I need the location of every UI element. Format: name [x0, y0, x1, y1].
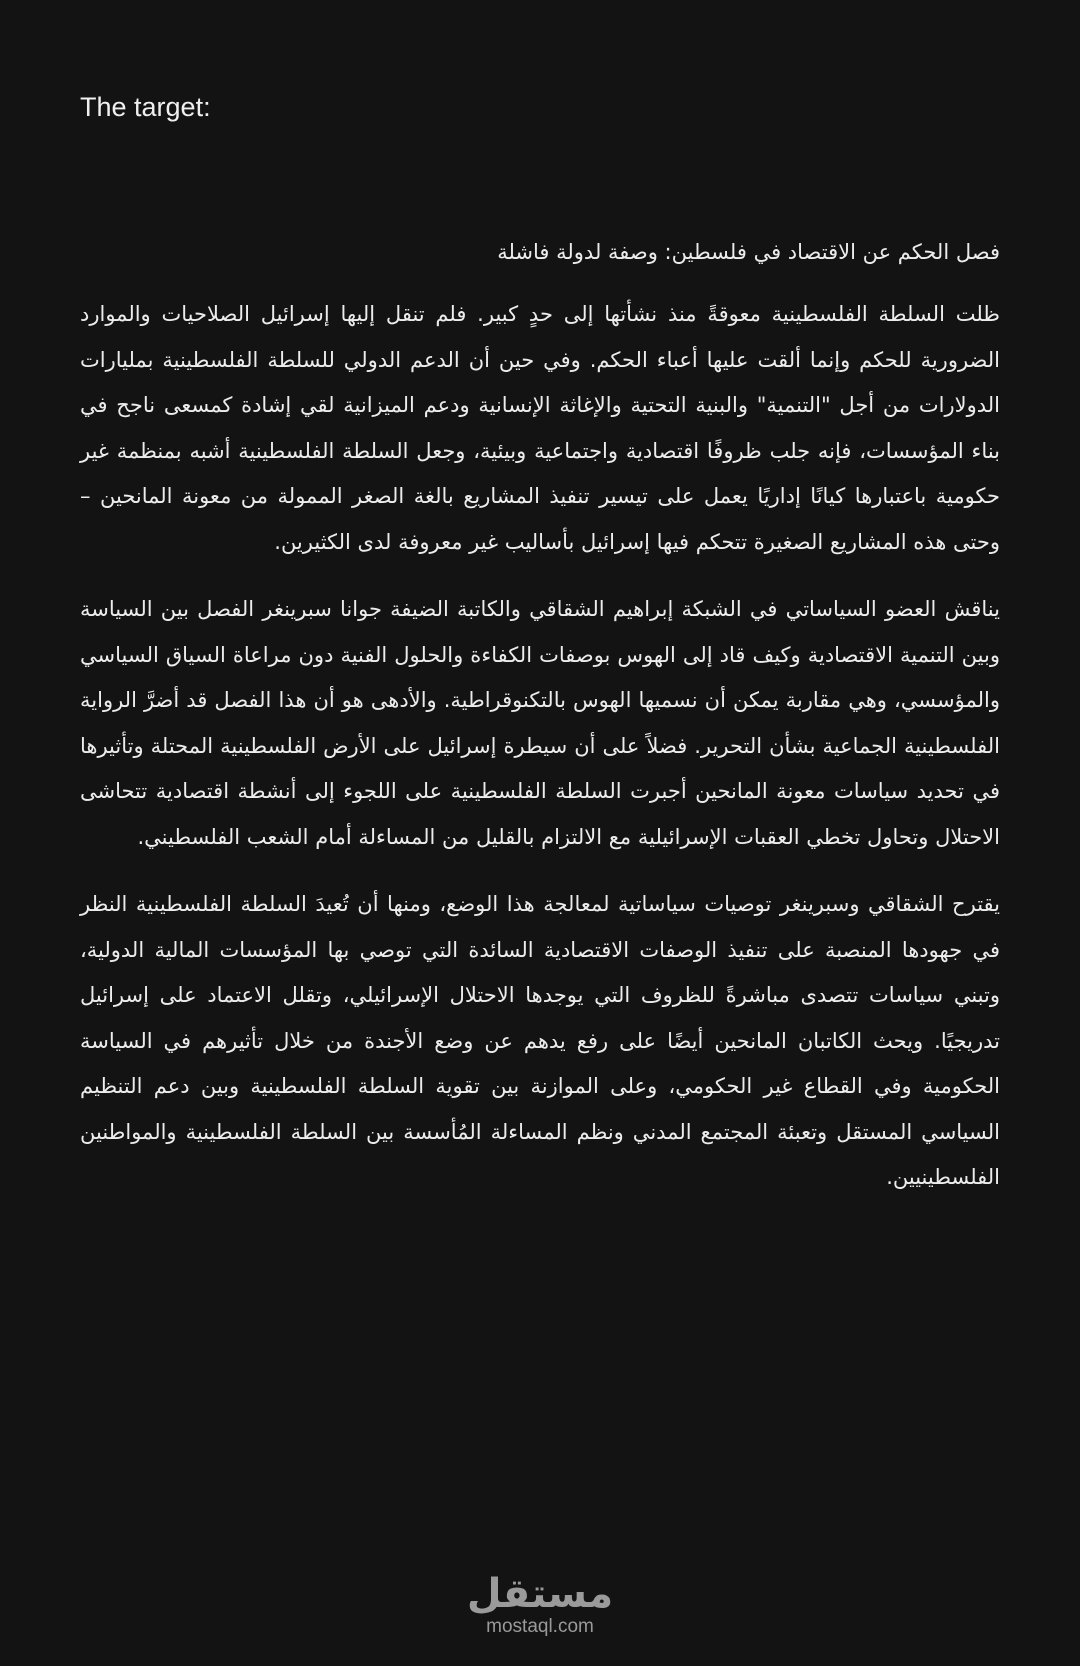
article: [80, 230, 1000, 1223]
logo-url: mostaql.com: [486, 1616, 594, 1637]
mostaql-logo: [440, 1572, 640, 1638]
article-paragraph: ظلت السلطة الفلسطينية معوقةً منذ نشأتها إلى حدٍ كبير. فلم تنقل إليها إسرائيل الصلاحيات والموارد الضرورية للحكم وإنما ألقت عليها أعباء الحكم. وفي حين أن الدعم الدولي للسلطة الفلسطينية بمليارات الدولارات من أجل "التنمية" والبنية التحتية والإغاثة الإنسانية ودعم الميزانية لقي إشادة كمسعى ناجح في بناء المؤسسات، فإنه جلب ظروفًا اقتصادية واجتماعية وبيئية، وجعل السلطة الفلسطينية أشبه بمنظمة غير حكومية باعتبارها كيانًا إداريًا يعمل على تيسير تنفيذ المشاريع بالغة الصغر الممولة من معونة المانحين – وحتى هذه المشاريع الصغيرة تتحكم فيها إسرائيل بأساليب غير معروفة لدى الكثيرين.: [80, 302, 1000, 554]
article-paragraph: يناقش العضو السياساتي في الشبكة إبراهيم الشقاقي والكاتبة الضيفة جوانا سبرينغر الفصل بين السياسة وبين التنمية الاقتصادية وكيف قاد إلى الهوس بوصفات الكفاءة والحلول الفنية دون مراعاة السياق السياسي والمؤسسي، وهي مقاربة يمكن أن نسميها الهوس بالتكنوقراطية. والأدهى هو أن هذا الفصل قد أضرَّ الرواية الفلسطينية الجماعية بشأن التحرير. فضلاً على أن سيطرة إسرائيل على الأرض الفلسطينية المحتلة وتأثيرها في تحديد سياسات معونة المانحين أجبرت السلطة الفلسطينية على اللجوء إلى أنشطة اقتصادية تتحاشى الاحتلال وتحاول تخطي العقبات الإسرائيلية مع الالتزام بالقليل من المساءلة أمام الشعب الفلسطيني.: [80, 597, 1000, 849]
article-paragraph: يقترح الشقاقي وسبرينغر توصيات سياساتية لمعالجة هذا الوضع، ومنها أن تُعيدَ السلطة الفلسطينية النظر في جهودها المنصبة على تنفيذ الوصفات الاقتصادية السائدة التي توصي بها المؤسسات المالية الدولية، وتبني سياسات تتصدى مباشرةً للظروف التي يوجدها الاحتلال الإسرائيلي، وتقلل الاعتماد على إسرائيل تدريجيًا. ويحث الكاتبان المانحين أيضًا على رفع يدهم عن وضع الأجندة من خلال تأثيرهم في السياسة الحكومية وفي القطاع غير الحكومي، وعلى الموازنة بين تقوية السلطة الفلسطينية وبين دعم التنظيم السياسي المستقل وتعبئة المجتمع المدني ونظم المساءلة المُأسسة بين السلطة الفلسطينية والمواطنين الفلسطينيين.: [80, 892, 1000, 1189]
article-title: فصل الحكم عن الاقتصاد في فلسطين: وصفة لدولة فاشلة: [497, 240, 1000, 264]
logo-wordmark: مستقل: [466, 1571, 614, 1617]
target-label: The target:: [80, 92, 211, 122]
